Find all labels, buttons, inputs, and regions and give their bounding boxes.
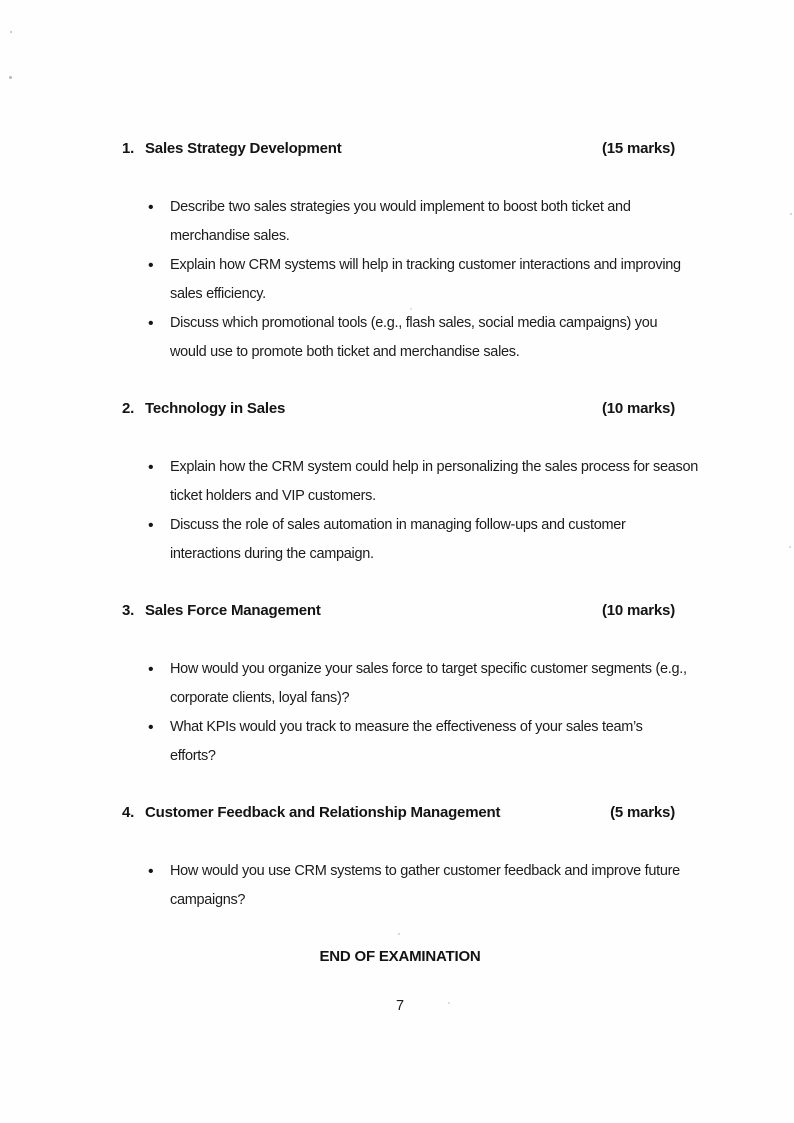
- bullet-line: corporate clients, loyal fans)?: [170, 690, 350, 706]
- section-title: Technology in Sales: [145, 400, 286, 417]
- bullet-list: [122, 193, 794, 367]
- bullet-line: • Discuss which promotional tools (e.g., flash sales, social media campaigns) you: [170, 315, 658, 331]
- scan-speck: [10, 31, 12, 33]
- section-title: Customer Feedback and Relationship Management: [145, 804, 501, 821]
- section-title: Sales Strategy Development: [145, 140, 342, 157]
- section-number: 1.: [122, 140, 135, 157]
- scan-speck: [789, 546, 791, 548]
- bullet-list: [122, 655, 794, 771]
- scan-speck: [410, 308, 412, 310]
- page-number: 7: [395, 998, 405, 1014]
- section-number: 3.: [122, 602, 135, 619]
- bullet-item: [122, 453, 794, 511]
- bullet-list: [122, 857, 794, 915]
- bullet-item: [122, 655, 794, 713]
- section-heading: [122, 134, 675, 163]
- section-title: Sales Force Management: [145, 602, 321, 619]
- bullet-line: • How would you organize your sales force to target specific customer segments (e.g.,: [170, 661, 687, 677]
- bullet-item: [122, 193, 794, 251]
- bullet-line: • Explain how the CRM system could help in personalizing the sales process for season: [170, 459, 698, 475]
- bullet-item: [122, 713, 794, 771]
- section-sales-strategy-development: [122, 134, 794, 367]
- bullet-list: [122, 453, 794, 569]
- bullet-line: • Describe two sales strategies you would implement to boost both ticket and: [170, 199, 631, 215]
- section-number: 4.: [122, 804, 135, 821]
- section-marks: (5 marks): [610, 804, 675, 821]
- scan-speck: [9, 76, 12, 79]
- bullet-line: • Discuss the role of sales automation in managing follow-ups and customer: [170, 517, 626, 533]
- section-heading: [122, 394, 675, 423]
- bullet-line: efforts?: [170, 748, 216, 764]
- section-marks: (10 marks): [601, 400, 675, 417]
- bullet-line: campaigns?: [170, 892, 246, 908]
- bullet-line: • Explain how CRM systems will help in tracking customer interactions and improving: [170, 257, 681, 273]
- bullet-item: [122, 309, 794, 367]
- bullet-line: ticket holders and VIP customers.: [170, 488, 376, 504]
- section-marks: (10 marks): [601, 602, 675, 619]
- bullet-item: [122, 511, 794, 569]
- section-heading: [122, 798, 675, 827]
- scan-speck: [448, 1002, 450, 1004]
- end-of-examination-text: END OF EXAMINATION: [319, 948, 481, 965]
- scan-speck: [398, 933, 400, 935]
- bullet-line: • How would you use CRM systems to gather customer feedback and improve future: [170, 863, 680, 879]
- bullet-line: • What KPIs would you track to measure the effectiveness of your sales team’s: [170, 719, 643, 735]
- section-marks: (15 marks): [601, 140, 675, 157]
- section-customer-feedback: [122, 798, 794, 915]
- section-sales-force-management: [122, 596, 794, 771]
- bullet-line: interactions during the campaign.: [170, 546, 374, 562]
- scan-speck: [790, 213, 792, 215]
- bullet-item: [122, 857, 794, 915]
- section-heading: [122, 596, 675, 625]
- bullet-line: would use to promote both ticket and merchandise sales.: [170, 344, 520, 360]
- section-number: 2.: [122, 400, 135, 417]
- bullet-line: merchandise sales.: [170, 228, 290, 244]
- bullet-item: [122, 251, 794, 309]
- section-technology-in-sales: [122, 394, 794, 569]
- bullet-line: sales efficiency.: [170, 286, 266, 302]
